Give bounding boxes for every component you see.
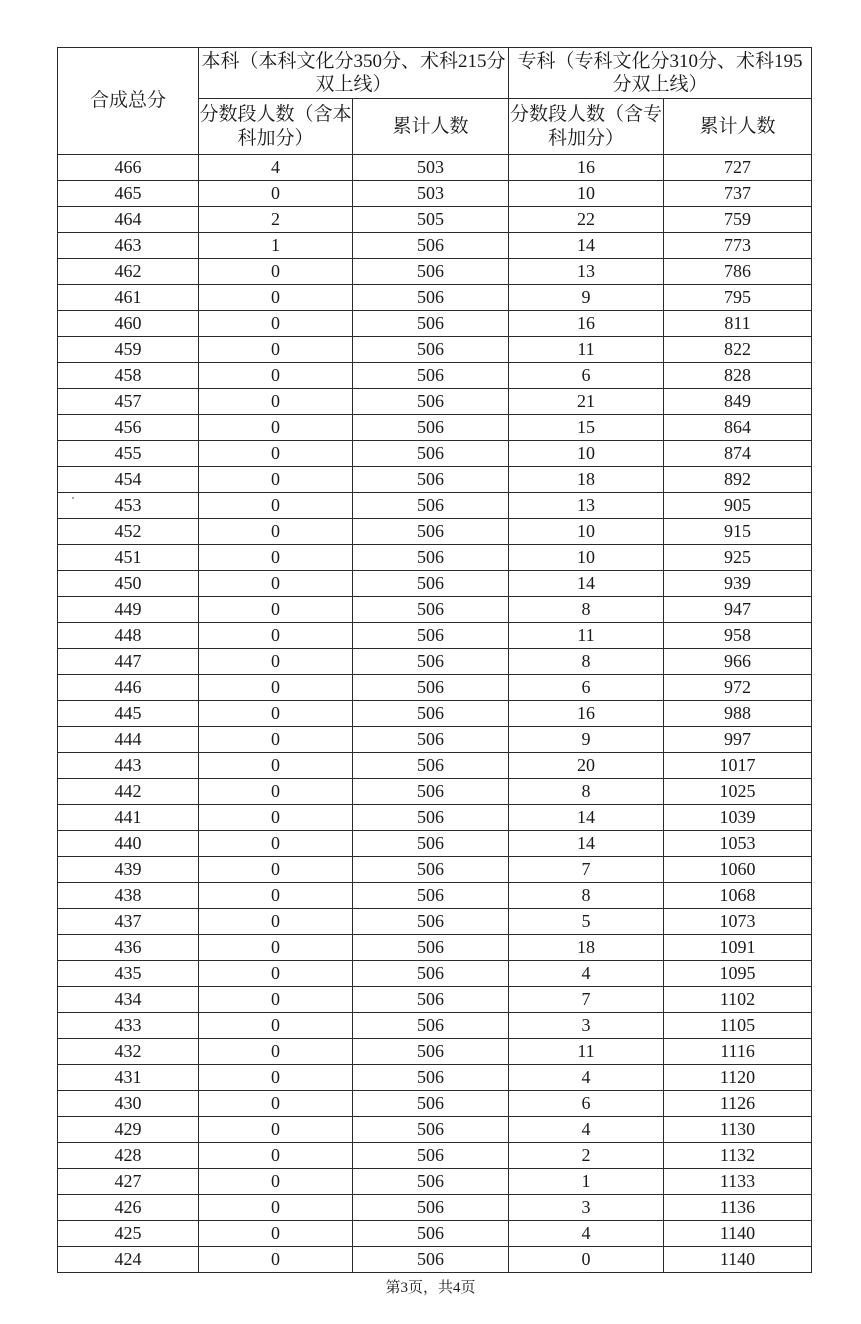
table-row — [58, 181, 812, 207]
cell-vocational-segment-count: 18 — [509, 467, 664, 493]
table-row — [58, 545, 812, 571]
table-row — [58, 311, 812, 337]
cell-undergraduate-cumulative-count: 506 — [353, 441, 509, 467]
table-row — [58, 1169, 812, 1195]
cell-vocational-cumulative-count: 972 — [664, 675, 812, 701]
cell-vocational-cumulative-count: 795 — [664, 285, 812, 311]
cell-undergraduate-cumulative-count: 506 — [353, 1117, 509, 1143]
table-row — [58, 155, 812, 181]
cell-undergraduate-segment-count: 2 — [199, 207, 353, 233]
cell-undergraduate-segment-count: 0 — [199, 883, 353, 909]
cell-total-score: 436 — [58, 935, 199, 961]
table-row — [58, 441, 812, 467]
table-row — [58, 987, 812, 1013]
cell-vocational-cumulative-count: 864 — [664, 415, 812, 441]
cell-vocational-cumulative-count: 1102 — [664, 987, 812, 1013]
cell-undergraduate-segment-count: 0 — [199, 1091, 353, 1117]
cell-undergraduate-cumulative-count: 506 — [353, 1039, 509, 1065]
table-row — [58, 519, 812, 545]
table-row — [58, 883, 812, 909]
table-row — [58, 285, 812, 311]
cell-undergraduate-segment-count: 1 — [199, 233, 353, 259]
cell-vocational-segment-count: 6 — [509, 1091, 664, 1117]
cell-undergraduate-segment-count: 0 — [199, 1013, 353, 1039]
cell-vocational-cumulative-count: 759 — [664, 207, 812, 233]
table-row — [58, 1091, 812, 1117]
cell-vocational-segment-count: 4 — [509, 1065, 664, 1091]
table-row — [58, 233, 812, 259]
cell-vocational-segment-count: 8 — [509, 779, 664, 805]
cell-vocational-segment-count: 8 — [509, 883, 664, 909]
cell-total-score: 434 — [58, 987, 199, 1013]
cell-vocational-segment-count: 14 — [509, 233, 664, 259]
cell-vocational-segment-count: 2 — [509, 1143, 664, 1169]
cell-undergraduate-cumulative-count: 505 — [353, 207, 509, 233]
cell-undergraduate-cumulative-count: 506 — [353, 389, 509, 415]
cell-vocational-cumulative-count: 773 — [664, 233, 812, 259]
table-row — [58, 1143, 812, 1169]
cell-undergraduate-segment-count: 0 — [199, 961, 353, 987]
cell-undergraduate-segment-count: 0 — [199, 1221, 353, 1247]
table-row — [58, 935, 812, 961]
cell-total-score: 441 — [58, 805, 199, 831]
cell-vocational-cumulative-count: 786 — [664, 259, 812, 285]
cell-vocational-cumulative-count: 1017 — [664, 753, 812, 779]
cell-vocational-cumulative-count: 1068 — [664, 883, 812, 909]
cell-undergraduate-segment-count: 0 — [199, 935, 353, 961]
cell-undergraduate-segment-count: 0 — [199, 389, 353, 415]
cell-undergraduate-cumulative-count: 506 — [353, 363, 509, 389]
cell-vocational-segment-count: 1 — [509, 1169, 664, 1195]
cell-total-score: 443 — [58, 753, 199, 779]
cell-total-score: 463 — [58, 233, 199, 259]
cell-undergraduate-segment-count: 0 — [199, 597, 353, 623]
cell-vocational-segment-count: 18 — [509, 935, 664, 961]
cell-undergraduate-segment-count: 0 — [199, 1039, 353, 1065]
cell-undergraduate-segment-count: 0 — [199, 1195, 353, 1221]
cell-vocational-cumulative-count: 828 — [664, 363, 812, 389]
cell-total-score: 451 — [58, 545, 199, 571]
cell-vocational-segment-count: 0 — [509, 1247, 664, 1273]
cell-total-score: 461 — [58, 285, 199, 311]
cell-undergraduate-segment-count: 0 — [199, 623, 353, 649]
cell-vocational-segment-count: 21 — [509, 389, 664, 415]
table-row — [58, 675, 812, 701]
cell-undergraduate-segment-count: 0 — [199, 571, 353, 597]
cell-vocational-segment-count: 11 — [509, 623, 664, 649]
table-row — [58, 649, 812, 675]
cell-total-score: 452 — [58, 519, 199, 545]
cell-vocational-segment-count: 7 — [509, 987, 664, 1013]
cell-total-score: 459 — [58, 337, 199, 363]
page-footer: 第3页，共4页 — [385, 1280, 476, 1296]
cell-undergraduate-segment-count: 0 — [199, 909, 353, 935]
cell-undergraduate-segment-count: 0 — [199, 857, 353, 883]
table-row — [58, 571, 812, 597]
table-row — [58, 259, 812, 285]
cell-vocational-segment-count: 4 — [509, 1221, 664, 1247]
cell-vocational-cumulative-count: 1091 — [664, 935, 812, 961]
cell-vocational-segment-count: 22 — [509, 207, 664, 233]
table-row — [58, 363, 812, 389]
table-row — [58, 467, 812, 493]
cell-vocational-segment-count: 3 — [509, 1195, 664, 1221]
cell-vocational-cumulative-count: 1140 — [664, 1221, 812, 1247]
cell-undergraduate-segment-count: 0 — [199, 753, 353, 779]
cell-undergraduate-cumulative-count: 506 — [353, 1143, 509, 1169]
cell-undergraduate-cumulative-count: 506 — [353, 545, 509, 571]
cell-undergraduate-cumulative-count: 503 — [353, 181, 509, 207]
cell-undergraduate-segment-count: 0 — [199, 493, 353, 519]
cell-total-score: 460 — [58, 311, 199, 337]
cell-total-score: 442 — [58, 779, 199, 805]
table-row — [58, 597, 812, 623]
cell-undergraduate-cumulative-count: 506 — [353, 935, 509, 961]
cell-vocational-cumulative-count: 1120 — [664, 1065, 812, 1091]
cell-undergraduate-cumulative-count: 506 — [353, 649, 509, 675]
cell-vocational-segment-count: 8 — [509, 649, 664, 675]
cell-vocational-cumulative-count: 727 — [664, 155, 812, 181]
cell-vocational-cumulative-count: 892 — [664, 467, 812, 493]
cell-undergraduate-segment-count: 0 — [199, 649, 353, 675]
cell-total-score: 464 — [58, 207, 199, 233]
cell-vocational-cumulative-count: 925 — [664, 545, 812, 571]
cell-vocational-cumulative-count: 1132 — [664, 1143, 812, 1169]
cell-vocational-cumulative-count: 1025 — [664, 779, 812, 805]
cell-undergraduate-segment-count: 0 — [199, 1117, 353, 1143]
cell-undergraduate-segment-count: 0 — [199, 779, 353, 805]
cell-total-score: 437 — [58, 909, 199, 935]
table-row — [58, 701, 812, 727]
cell-total-score: 450 — [58, 571, 199, 597]
cell-undergraduate-cumulative-count: 506 — [353, 1247, 509, 1273]
cell-vocational-cumulative-count: 822 — [664, 337, 812, 363]
cell-vocational-segment-count: 15 — [509, 415, 664, 441]
cell-undergraduate-cumulative-count: 506 — [353, 415, 509, 441]
table-row — [58, 337, 812, 363]
cell-undergraduate-cumulative-count: 506 — [353, 701, 509, 727]
cell-undergraduate-cumulative-count: 506 — [353, 753, 509, 779]
cell-vocational-segment-count: 11 — [509, 1039, 664, 1065]
cell-total-score: 432 — [58, 1039, 199, 1065]
cell-vocational-cumulative-count: 737 — [664, 181, 812, 207]
cell-total-score: 431 — [58, 1065, 199, 1091]
table-row — [58, 493, 812, 519]
cell-vocational-cumulative-count: 1073 — [664, 909, 812, 935]
cell-undergraduate-cumulative-count: 506 — [353, 233, 509, 259]
cell-undergraduate-segment-count: 0 — [199, 545, 353, 571]
cell-total-score: 453 — [58, 493, 199, 519]
cell-undergraduate-segment-count: 0 — [199, 831, 353, 857]
cell-vocational-cumulative-count: 1105 — [664, 1013, 812, 1039]
table-row — [58, 857, 812, 883]
cell-total-score: 445 — [58, 701, 199, 727]
cell-vocational-segment-count: 10 — [509, 519, 664, 545]
cell-vocational-segment-count: 3 — [509, 1013, 664, 1039]
cell-undergraduate-segment-count: 0 — [199, 337, 353, 363]
cell-undergraduate-cumulative-count: 506 — [353, 285, 509, 311]
cell-undergraduate-cumulative-count: 506 — [353, 1221, 509, 1247]
cell-vocational-segment-count: 4 — [509, 961, 664, 987]
table-row — [58, 753, 812, 779]
cell-undergraduate-cumulative-count: 506 — [353, 519, 509, 545]
cell-total-score: 425 — [58, 1221, 199, 1247]
cell-vocational-segment-count: 10 — [509, 181, 664, 207]
table-row — [58, 623, 812, 649]
column-header-undergraduate-cumulative-count: 累计人数 — [353, 99, 509, 155]
table-row — [58, 909, 812, 935]
cell-undergraduate-segment-count: 0 — [199, 727, 353, 753]
cell-total-score: 466 — [58, 155, 199, 181]
cell-undergraduate-cumulative-count: 506 — [353, 779, 509, 805]
cell-vocational-segment-count: 6 — [509, 675, 664, 701]
cell-total-score: 454 — [58, 467, 199, 493]
cell-undergraduate-cumulative-count: 506 — [353, 675, 509, 701]
cell-total-score: 444 — [58, 727, 199, 753]
cell-undergraduate-segment-count: 0 — [199, 285, 353, 311]
table-row — [58, 1247, 812, 1273]
table-row — [58, 1117, 812, 1143]
table-row — [58, 1039, 812, 1065]
cell-undergraduate-segment-count: 0 — [199, 519, 353, 545]
cell-undergraduate-cumulative-count: 506 — [353, 571, 509, 597]
cell-vocational-cumulative-count: 849 — [664, 389, 812, 415]
cell-undergraduate-cumulative-count: 506 — [353, 805, 509, 831]
cell-vocational-segment-count: 4 — [509, 1117, 664, 1143]
cell-total-score: 433 — [58, 1013, 199, 1039]
cell-vocational-segment-count: 10 — [509, 441, 664, 467]
table-row — [58, 831, 812, 857]
cell-undergraduate-segment-count: 0 — [199, 363, 353, 389]
cell-undergraduate-cumulative-count: 506 — [353, 1169, 509, 1195]
cell-total-score: 447 — [58, 649, 199, 675]
cell-vocational-segment-count: 20 — [509, 753, 664, 779]
cell-total-score: 438 — [58, 883, 199, 909]
cell-undergraduate-segment-count: 0 — [199, 987, 353, 1013]
cell-vocational-segment-count: 14 — [509, 805, 664, 831]
cell-vocational-cumulative-count: 1053 — [664, 831, 812, 857]
cell-undergraduate-cumulative-count: 506 — [353, 1091, 509, 1117]
cell-undergraduate-cumulative-count: 506 — [353, 467, 509, 493]
column-header-vocational-segment-count: 分数段人数（含专科加分） — [509, 99, 664, 155]
cell-undergraduate-cumulative-count: 506 — [353, 857, 509, 883]
table-row — [58, 415, 812, 441]
cell-undergraduate-segment-count: 0 — [199, 181, 353, 207]
cell-vocational-segment-count: 10 — [509, 545, 664, 571]
table-row — [58, 207, 812, 233]
cell-total-score: 455 — [58, 441, 199, 467]
cell-total-score: 448 — [58, 623, 199, 649]
cell-vocational-cumulative-count: 874 — [664, 441, 812, 467]
cell-vocational-cumulative-count: 1039 — [664, 805, 812, 831]
cell-undergraduate-segment-count: 0 — [199, 259, 353, 285]
cell-vocational-segment-count: 9 — [509, 285, 664, 311]
cell-undergraduate-cumulative-count: 506 — [353, 909, 509, 935]
cell-undergraduate-cumulative-count: 506 — [353, 727, 509, 753]
cell-undergraduate-segment-count: 0 — [199, 675, 353, 701]
cell-vocational-segment-count: 16 — [509, 311, 664, 337]
cell-vocational-cumulative-count: 1126 — [664, 1091, 812, 1117]
cell-vocational-cumulative-count: 1140 — [664, 1247, 812, 1273]
cell-total-score: 456 — [58, 415, 199, 441]
table-row — [58, 389, 812, 415]
table-row — [58, 805, 812, 831]
cell-undergraduate-cumulative-count: 506 — [353, 883, 509, 909]
cell-undergraduate-cumulative-count: 506 — [353, 1195, 509, 1221]
cell-total-score: 458 — [58, 363, 199, 389]
cell-vocational-cumulative-count: 1095 — [664, 961, 812, 987]
column-group-header-vocational: 专科（专科文化分310分、术科195分双上线） — [509, 48, 812, 99]
table-row — [58, 727, 812, 753]
cell-vocational-segment-count: 6 — [509, 363, 664, 389]
table-header — [58, 48, 812, 155]
table-row — [58, 1065, 812, 1091]
cell-vocational-segment-count: 5 — [509, 909, 664, 935]
table-row — [58, 1195, 812, 1221]
cell-vocational-cumulative-count: 905 — [664, 493, 812, 519]
cell-undergraduate-segment-count: 0 — [199, 1143, 353, 1169]
cell-vocational-segment-count: 16 — [509, 155, 664, 181]
cell-vocational-cumulative-count: 1136 — [664, 1195, 812, 1221]
cell-undergraduate-cumulative-count: 506 — [353, 493, 509, 519]
cell-undergraduate-cumulative-count: 506 — [353, 1013, 509, 1039]
cell-undergraduate-cumulative-count: 506 — [353, 1065, 509, 1091]
cell-total-score: 429 — [58, 1117, 199, 1143]
table-header-group-row — [58, 48, 812, 99]
cell-vocational-cumulative-count: 1116 — [664, 1039, 812, 1065]
cell-vocational-segment-count: 13 — [509, 259, 664, 285]
cell-vocational-segment-count: 9 — [509, 727, 664, 753]
cell-total-score: 462 — [58, 259, 199, 285]
table-body — [58, 155, 812, 1273]
cell-vocational-segment-count: 14 — [509, 831, 664, 857]
column-header-undergraduate-segment-count: 分数段人数（含本科加分） — [199, 99, 353, 155]
cell-undergraduate-cumulative-count: 506 — [353, 311, 509, 337]
table-row — [58, 779, 812, 805]
cell-vocational-cumulative-count: 988 — [664, 701, 812, 727]
cell-vocational-segment-count: 13 — [509, 493, 664, 519]
column-group-header-undergraduate: 本科（本科文化分350分、术科215分双上线） — [199, 48, 509, 99]
cell-total-score: 426 — [58, 1195, 199, 1221]
cell-total-score: 446 — [58, 675, 199, 701]
cell-undergraduate-segment-count: 0 — [199, 701, 353, 727]
score-distribution-table — [57, 47, 812, 1273]
cell-total-score: 439 — [58, 857, 199, 883]
column-header-vocational-cumulative-count: 累计人数 — [664, 99, 812, 155]
cell-undergraduate-cumulative-count: 506 — [353, 259, 509, 285]
cell-vocational-cumulative-count: 915 — [664, 519, 812, 545]
cell-vocational-cumulative-count: 939 — [664, 571, 812, 597]
cell-undergraduate-segment-count: 0 — [199, 805, 353, 831]
cell-total-score: 435 — [58, 961, 199, 987]
cell-undergraduate-segment-count: 0 — [199, 415, 353, 441]
cell-vocational-segment-count: 7 — [509, 857, 664, 883]
cell-vocational-cumulative-count: 1133 — [664, 1169, 812, 1195]
cell-undergraduate-segment-count: 0 — [199, 1065, 353, 1091]
cell-vocational-cumulative-count: 958 — [664, 623, 812, 649]
cell-total-score: 457 — [58, 389, 199, 415]
cell-undergraduate-segment-count: 0 — [199, 441, 353, 467]
cell-undergraduate-segment-count: 0 — [199, 467, 353, 493]
cell-undergraduate-segment-count: 0 — [199, 1247, 353, 1273]
cell-undergraduate-cumulative-count: 506 — [353, 987, 509, 1013]
cell-vocational-segment-count: 14 — [509, 571, 664, 597]
cell-undergraduate-cumulative-count: 503 — [353, 155, 509, 181]
cell-undergraduate-segment-count: 4 — [199, 155, 353, 181]
table-row — [58, 1013, 812, 1039]
cell-undergraduate-cumulative-count: 506 — [353, 597, 509, 623]
cell-undergraduate-cumulative-count: 506 — [353, 961, 509, 987]
cell-total-score: 424 — [58, 1247, 199, 1273]
cell-total-score: 428 — [58, 1143, 199, 1169]
cell-total-score: 430 — [58, 1091, 199, 1117]
cell-vocational-cumulative-count: 966 — [664, 649, 812, 675]
cell-total-score: 427 — [58, 1169, 199, 1195]
cell-undergraduate-cumulative-count: 506 — [353, 831, 509, 857]
cell-undergraduate-segment-count: 0 — [199, 1169, 353, 1195]
cell-vocational-cumulative-count: 811 — [664, 311, 812, 337]
cell-undergraduate-cumulative-count: 506 — [353, 623, 509, 649]
cell-vocational-segment-count: 16 — [509, 701, 664, 727]
table-row — [58, 961, 812, 987]
cell-vocational-cumulative-count: 997 — [664, 727, 812, 753]
column-header-total-score: 合成总分 — [58, 48, 199, 155]
cell-total-score: 449 — [58, 597, 199, 623]
cell-undergraduate-cumulative-count: 506 — [353, 337, 509, 363]
table-row — [58, 1221, 812, 1247]
cell-total-score: 440 — [58, 831, 199, 857]
cell-vocational-cumulative-count: 1130 — [664, 1117, 812, 1143]
cell-vocational-segment-count: 8 — [509, 597, 664, 623]
cell-total-score: 465 — [58, 181, 199, 207]
cell-undergraduate-segment-count: 0 — [199, 311, 353, 337]
cell-vocational-segment-count: 11 — [509, 337, 664, 363]
cell-vocational-cumulative-count: 1060 — [664, 857, 812, 883]
cell-vocational-cumulative-count: 947 — [664, 597, 812, 623]
